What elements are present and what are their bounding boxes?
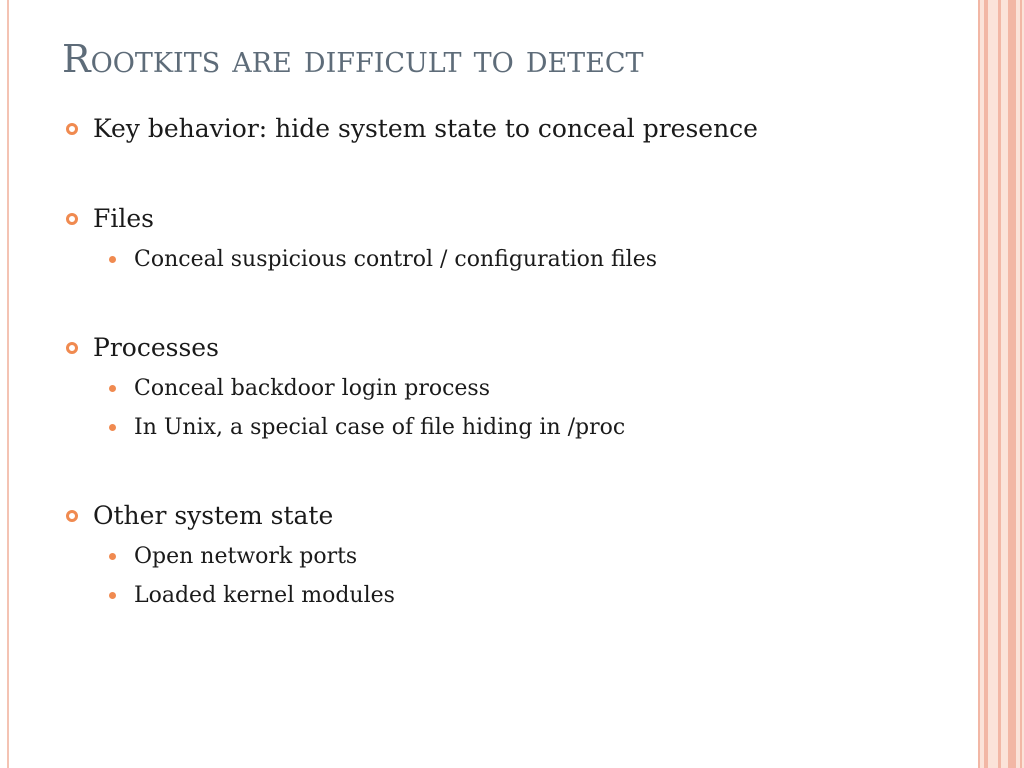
sub-bullet-text: Conceal backdoor login process [134,376,490,401]
sub-bullet-text: Conceal suspicious control / configuration files [134,247,658,272]
dot-bullet-icon [109,592,116,599]
stripe [984,0,988,768]
sub-bullet-text: In Unix, a special case of file hiding in /proc [134,415,626,440]
sub-bullet-item [62,369,962,408]
bullet-item [62,108,962,150]
stripe [998,0,1001,768]
dot-bullet-icon [109,256,116,263]
sub-bullet-text: Open network ports [134,544,358,569]
left-decorative-line [7,0,9,768]
bullet-item [62,327,962,369]
sub-bullet-item [62,537,962,576]
sub-bullet-item [62,240,962,279]
sub-bullet-item [62,576,962,615]
ring-bullet-icon [66,123,78,135]
bullet-text: Files [93,204,154,233]
right-decorative-stripes [978,0,1024,768]
sub-bullet-text: Loaded kernel modules [134,583,395,608]
bullet-list [62,108,962,615]
bullet-item [62,198,962,240]
dot-bullet-icon [109,424,116,431]
ring-bullet-icon [66,342,78,354]
bullet-item [62,495,962,537]
slide-title: Rootkits are difficult to detect [62,37,644,81]
stripe [1008,0,1016,768]
bullet-text: Other system state [93,501,334,530]
dot-bullet-icon [109,553,116,560]
ring-bullet-icon [66,213,78,225]
stripe [1020,0,1022,768]
bullet-text: Key behavior: hide system state to conceal presence [93,114,758,143]
ring-bullet-icon [66,510,78,522]
dot-bullet-icon [109,385,116,392]
sub-bullet-item [62,408,962,447]
stripe [978,0,980,768]
bullet-text: Processes [93,333,219,362]
